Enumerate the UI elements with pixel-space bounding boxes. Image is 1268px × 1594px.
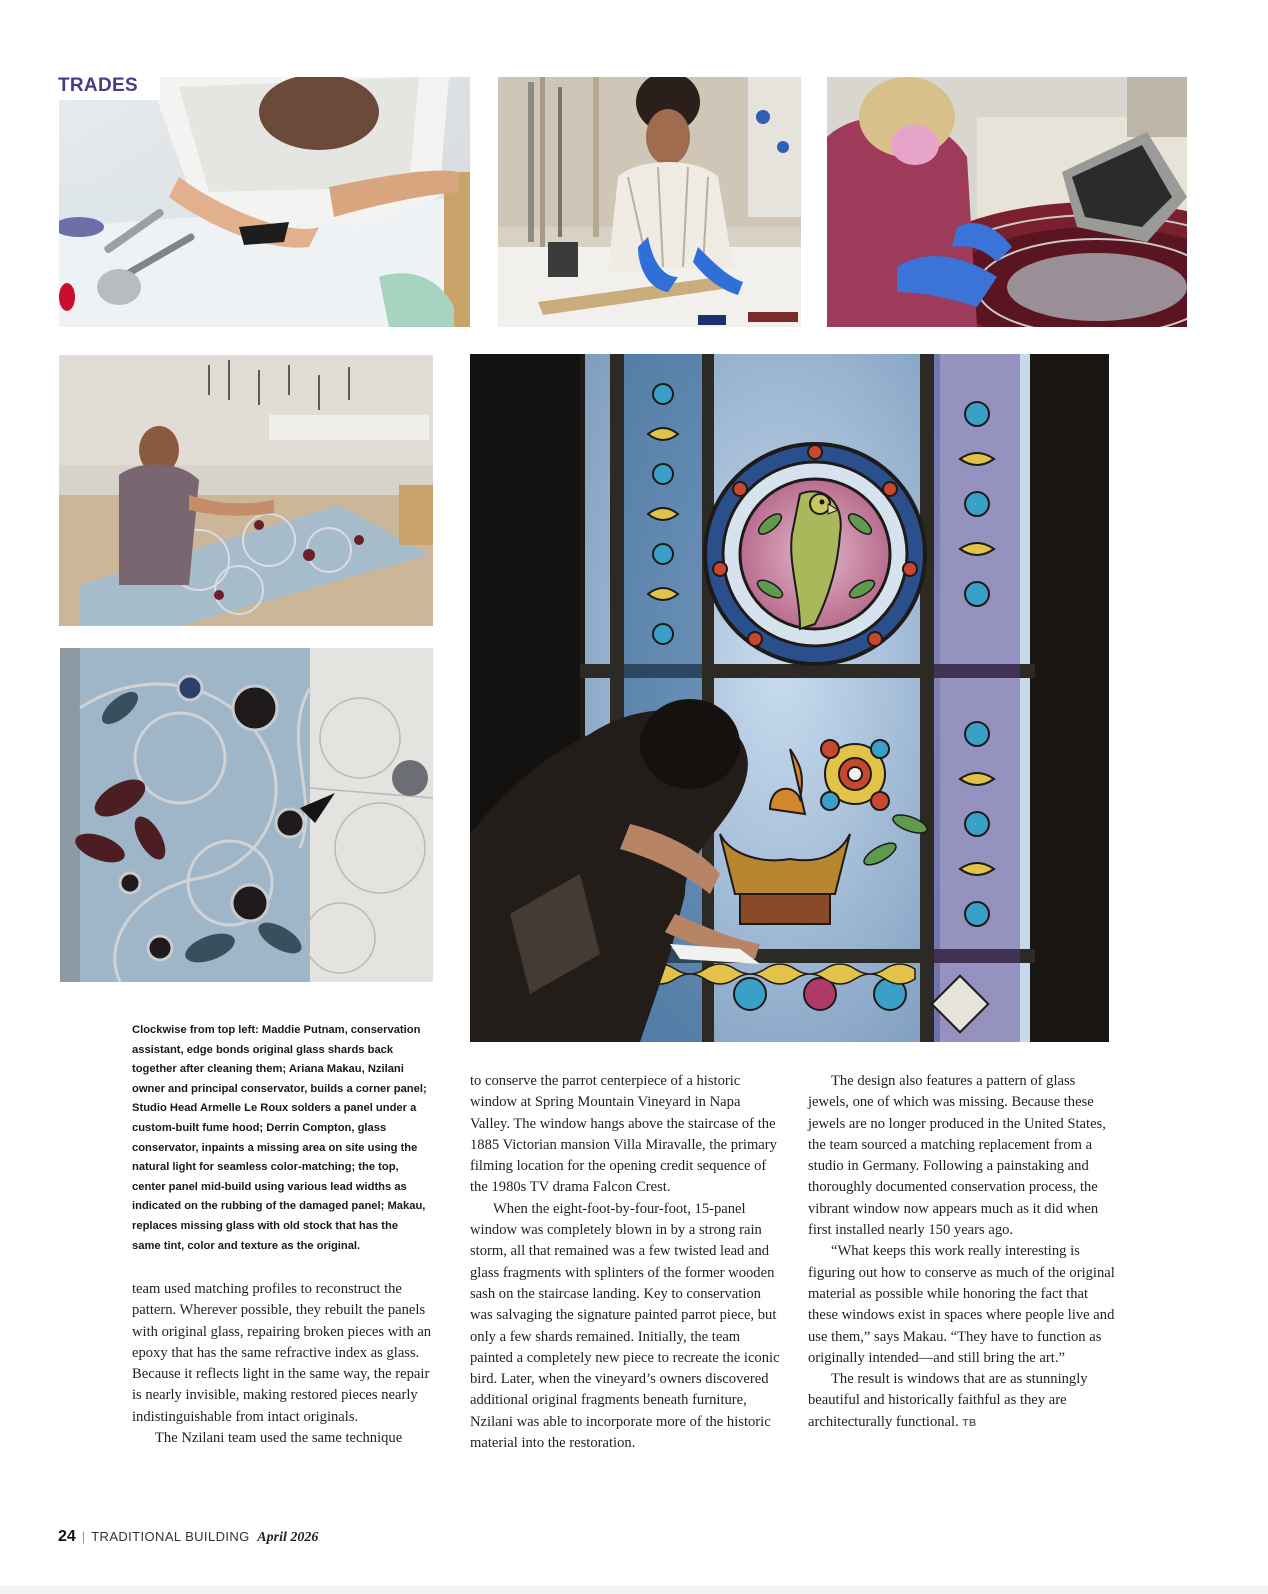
body-column-1 xyxy=(132,1279,442,1449)
footer-separator: | xyxy=(81,1529,86,1544)
paragraph: When the eight-foot-by-four-foot, 15-panel window was completely blown in by a strong rain storm, all that remained was a few twisted lead and glass fragments with splinters of the former wooden sash on the staircase landing. Key to conservation was salvaging the signature painted parrot piece, but only a few shards remained. Initially, the team painted a completely new piece to recreate the iconic bird. Later, when the vineyard’s owners discovered additional original fragments beneath furniture, Nzilani was able to incorporate more of the historic material into the restoration. xyxy=(470,1200,780,1452)
photo-fume-hood xyxy=(827,77,1187,327)
paragraph: The design also features a pattern of glass jewels, one of which was missing. Because these jewels are no longer produced in the United States, the team sourced a matching replacement from a studio in Germany. Following a painstaking and thoroughly documented conservation process, the vibrant window now appears much as it did when first installed nearly 150 years ago. xyxy=(808,1073,1106,1239)
photo-mid-build-panel xyxy=(60,648,433,982)
photo-parrot-window xyxy=(470,354,1109,1042)
body-column-3 xyxy=(808,1071,1118,1434)
paragraph: to conserve the parrot centerpiece of a historic window at Spring Mountain Vineyard in Napa Valley. The window hangs above the staircase of the 1885 Victorian mansion Villa Miravalle, the primary filming location for the opening credit sequence of the 1980s TV drama Falcon Crest. xyxy=(470,1073,777,1196)
photo-corner-panel xyxy=(498,77,801,327)
page-number: 24 xyxy=(58,1528,76,1545)
photo-panel-layout xyxy=(59,355,433,626)
bottom-edge xyxy=(0,1586,1268,1594)
photo-edge-bonding xyxy=(59,77,470,327)
paragraph: “What keeps this work really interesting is figuring out how to conserve as much of the original material as possible while honoring the fact that these windows exist in spaces where people live and use them,” says Makau. “They have to function as originally intended—and still bring the art.” xyxy=(808,1243,1115,1366)
paragraph: team used matching profiles to reconstruct the pattern. Wherever possible, they rebuilt the panels with original glass, repairing broken pieces with an epoxy that has the same refractive index as glass. Because it reflects light in the same way, the repair is nearly invisible, making restored pieces nearly indistinguishable from intact originals. xyxy=(132,1281,432,1425)
issue-date: April 2026 xyxy=(257,1530,319,1545)
end-mark: TB xyxy=(962,1417,977,1429)
page-footer xyxy=(58,1528,318,1546)
section-tag: TRADES xyxy=(58,72,160,100)
magazine-name: TRADITIONAL BUILDING xyxy=(91,1529,250,1544)
paragraph: The Nzilani team used the same technique xyxy=(155,1430,403,1447)
paragraph xyxy=(808,1369,1118,1434)
paragraph-text: The result is windows that are as stunningly beautiful and historically faithful as they are architecturally functional. xyxy=(808,1371,1088,1430)
photo-caption: Clockwise from top left: Maddie Putnam, conservation assistant, edge bonds original glass shards back together after cleaning them; Ariana Makau, Nzilani owner and principal conservator, builds a corner panel; Studio Head Armelle Le Roux solders a panel under a custom-built fume hood; Derrin Compton, glass conservator, inpaints a missing area on site using the natural light for seamless color-matching; the top, center panel mid-build using various lead widths as indicated on the rubbing of the damaged panel; Makau, replaces missing glass with old stock that has the same tint, color and texture as the original. xyxy=(132,1024,427,1252)
body-column-2 xyxy=(470,1071,780,1454)
